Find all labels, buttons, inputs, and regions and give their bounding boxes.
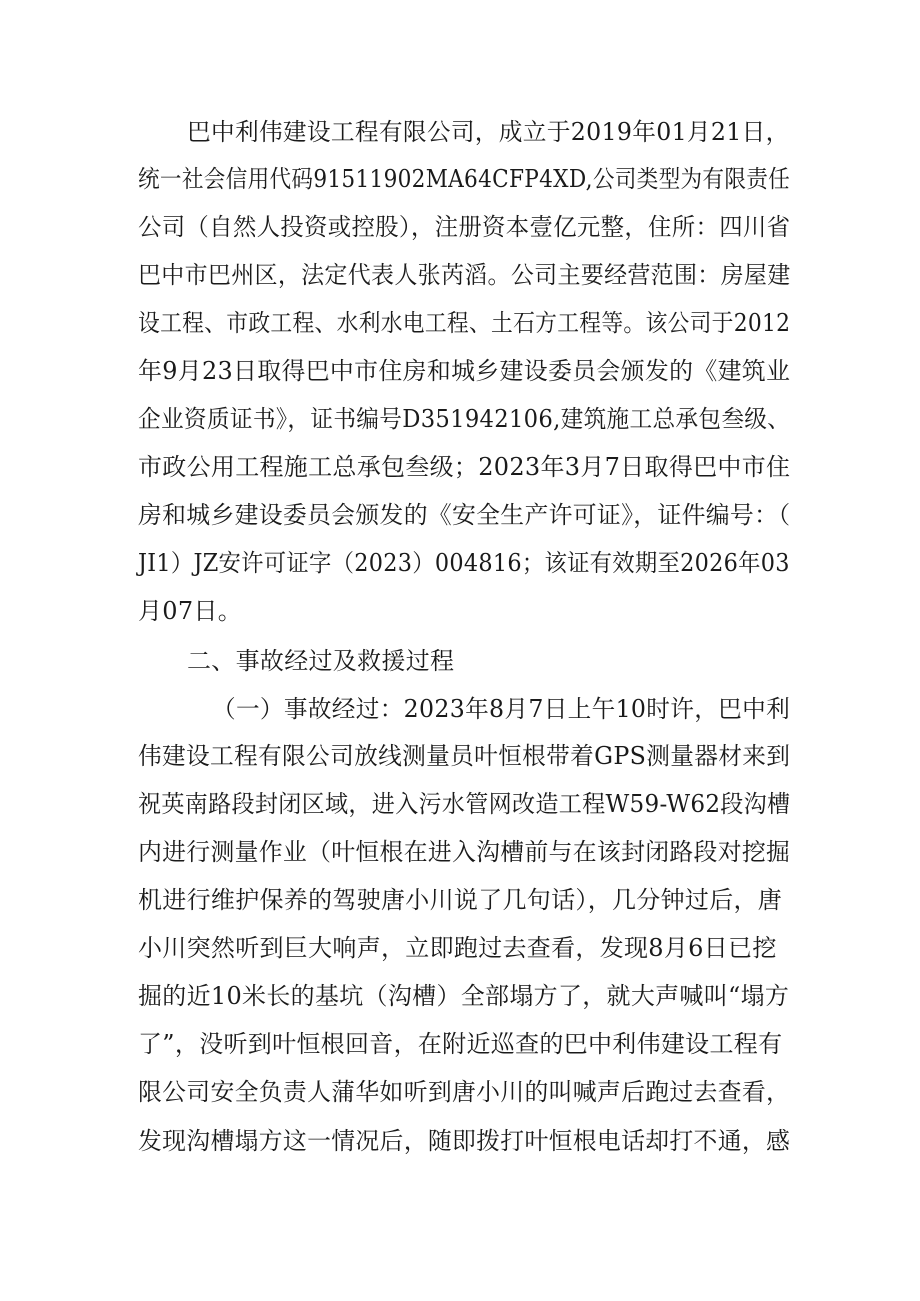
paragraph-line: 小川突然听到巨大响声，立即跑过去查看，发现8月6日已挖 (138, 934, 777, 962)
paragraph-line: 月07日。 (138, 597, 243, 625)
paragraph-line: 掘的近10米长的基坑（沟槽）全部塌方了，就大声喊叫“塌方 (138, 982, 790, 1010)
paragraph-line: 巴中市巴州区，法定代表人张芮滔。公司主要经营范围：房屋建 (138, 261, 791, 289)
paragraph-line: 了”，没听到叶恒根回音，在附近巡查的巴中利伟建设工程有 (138, 1030, 783, 1058)
paragraph-line: 内进行测量作业（叶恒根在进入沟槽前与在该封闭路段对挖掘 (138, 838, 791, 866)
paragraph-line: （一）事故经过：2023年8月7日上午10时许，巴中利 (212, 695, 791, 723)
paragraph-line: 机进行维护保养的驾驶唐小川说了几句话），几分钟过后，唐 (138, 886, 783, 914)
paragraph-line: 市政公用工程施工总承包叁级；2023年3月7日取得巴中市住 (138, 453, 791, 481)
paragraph-line: 年9月23日取得巴中市住房和城乡建设委员会颁发的《建筑业 (138, 357, 791, 385)
paragraph-line: 公司（自然人投资或控股），注册资本壹亿元整，住所：四川省 (138, 213, 791, 241)
section-heading: 二、事故经过及救援过程 (187, 647, 455, 675)
paragraph-line: 统一社会信用代码91511902MA64CFP4XD,公司类型为有限责任 (138, 165, 791, 193)
paragraph-line: 伟建设工程有限公司放线测量员叶恒根带着GPS测量器材来到 (138, 742, 791, 770)
paragraph-line: JI1）JZ安许可证字（2023）004816；该证有效期至2026年03 (138, 549, 790, 577)
paragraph-line: 房和城乡建设委员会颁发的《安全生产许可证》，证件编号：（ (138, 501, 791, 529)
paragraph-line: 企业资质证书》，证书编号D351942106,建筑施工总承包叁级、 (138, 405, 791, 433)
paragraph-line: 巴中利伟建设工程有限公司，成立于2019年01月21日， (187, 118, 790, 146)
paragraph-line: 发现沟槽塌方这一情况后，随即拨打叶恒根电话却打不通，感 (138, 1127, 791, 1155)
paragraph-line: 祝英南路段封闭区域，进入污水管网改造工程W59-W62段沟槽 (138, 790, 791, 818)
paragraph-line: 设工程、市政工程、水利水电工程、土石方工程等。该公司于2012 (138, 309, 791, 337)
paragraph-line: 限公司安全负责人蒲华如听到唐小川的叫喊声后跑过去查看， (138, 1078, 791, 1106)
